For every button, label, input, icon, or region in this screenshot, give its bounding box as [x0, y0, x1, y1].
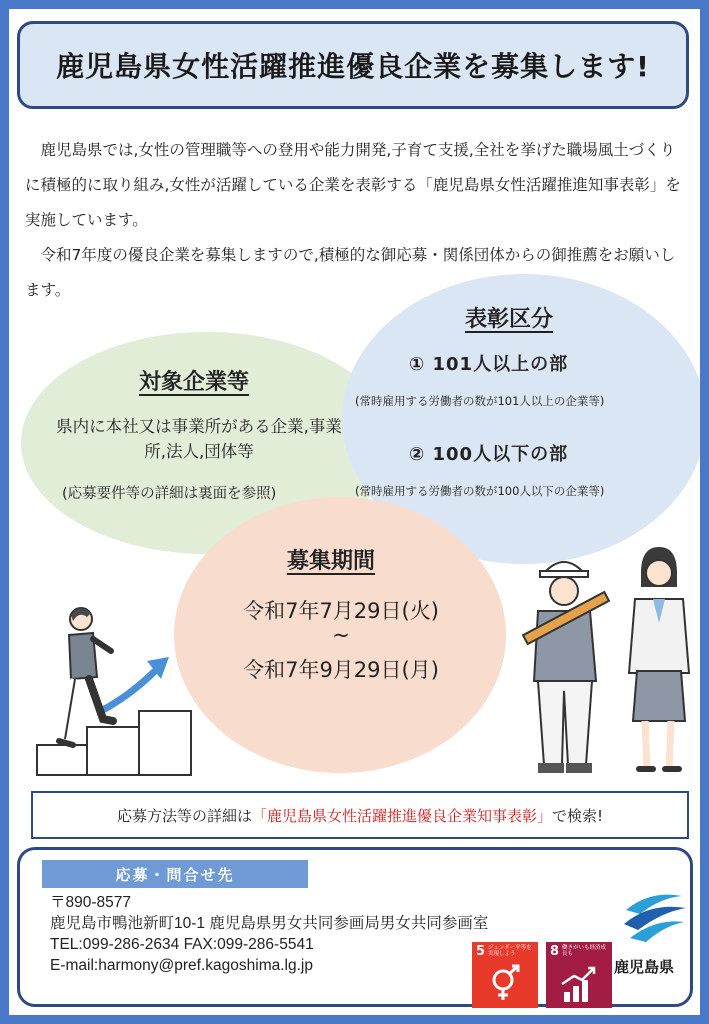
target-note: (応募要件等の詳細は裏面を参照) — [62, 486, 277, 502]
search-suffix: で検索! — [552, 806, 604, 825]
target-description: 県内に本社又は事業所がある企業,事業所,法人,団体等 — [56, 417, 342, 461]
search-guidance-box — [31, 791, 689, 839]
period-start: 令和7年7月29日(火) — [243, 599, 439, 623]
gender-equality-icon — [486, 964, 524, 1004]
contact-panel — [17, 847, 693, 1007]
intro-paragraph-2: 令和7年度の優良企業を募集しますので,積極的な御応募・関係団体からの御推薦をお願いします。 — [25, 246, 676, 299]
period-end: 令和7年9月29日(月) — [243, 658, 439, 682]
contact-email: E-mail:harmony@pref.kagoshima.lg.jp — [50, 957, 313, 974]
contact-label: 応募・問合せ先 — [42, 860, 308, 888]
period-separator: ~ — [332, 623, 350, 647]
contact-details — [50, 892, 488, 976]
award-category-1: ① 101人以上の部 — [409, 354, 569, 375]
sdg-8-number: 8 — [550, 944, 560, 959]
intro-text — [25, 133, 687, 308]
sdg-5-caption: ジェンダー平等を実現しよう — [488, 945, 532, 957]
page-title: 鹿児島県女性活躍推進優良企業を募集します! — [56, 50, 650, 83]
stairs-climber-illustration — [31, 599, 201, 781]
kagoshima-prefecture-logo — [620, 880, 690, 950]
award-category-2: ② 100人以下の部 — [409, 444, 569, 465]
office-woman-illustration — [615, 543, 701, 783]
award-heading: 表彰区分 — [465, 307, 554, 332]
search-keyword: 「鹿児島県女性活躍推進優良企業知事表彰」 — [251, 806, 552, 825]
worker-illustration — [514, 551, 614, 783]
target-heading: 対象企業等 — [139, 370, 250, 395]
intro-paragraph-1: 鹿児島県では,女性の管理職等への登用や能力開発,子育て支援,全社を挙げた職場風土づくりに積極的に取り組み,女性が活躍している企業を表彰する「鹿児島県女性活躍推進知事表彰」を実施しています。 — [25, 141, 681, 229]
sdg-8-caption: 働きがいも経済成長も — [562, 945, 607, 957]
sdg-8-badge — [546, 942, 612, 1008]
award-category-2-note: (常時雇用する労働者の数が100人以下の企業等) — [355, 484, 605, 498]
economic-growth-icon — [560, 964, 598, 1004]
award-category-1-note: (常時雇用する労働者の数が101人以上の企業等) — [355, 394, 605, 408]
sdg-5-badge — [472, 942, 538, 1008]
prefecture-name: 鹿児島県 — [614, 958, 675, 976]
title-banner — [17, 21, 689, 109]
period-heading: 募集期間 — [287, 549, 376, 574]
contact-postal-code: 〒890-8577 — [50, 894, 132, 911]
sdg-5-number: 5 — [476, 944, 486, 959]
contact-phone-fax: TEL:099-286-2634 FAX:099-286-5541 — [50, 936, 314, 953]
contact-address: 鹿児島市鴨池新町10-1 鹿児島県男女共同参画局男女共同参画室 — [50, 915, 489, 932]
search-prefix: 応募方法等の詳細は — [116, 806, 252, 825]
